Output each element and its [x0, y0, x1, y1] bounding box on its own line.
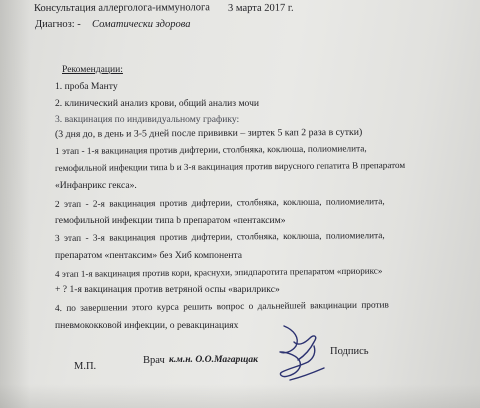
diagnosis-label: Диагноз: -	[35, 19, 81, 30]
stage-1-line-2: гемофильной инфекции типа b и 3-я вакцинация против вирусного гепатита В препаратом	[54, 159, 406, 173]
rec-item-1: 1. проба Манту	[55, 81, 118, 92]
page-shadow-bottom	[0, 384, 480, 408]
consultation-title: Консультация аллерголога-иммунолога	[33, 2, 210, 14]
rec-note: (3 дня до, в день и 3-5 дней после прививки – зиртек 5 кап 2 раза в сутки)	[54, 126, 363, 140]
doctor-label: Врач	[143, 355, 165, 366]
stage-2-line-2: гемофильной инфекции типа b препаратом «пентаксим»	[55, 215, 286, 226]
rec-item-2: 2. клинический анализ крови, общий анализ мочи	[55, 98, 260, 109]
doctor-name: к.м.н. О.О.Магарщак	[169, 354, 258, 365]
signature-label: Подпись	[330, 346, 369, 357]
stage-3-line-2: препаратом «пентаксим» без Хиб компонента	[55, 250, 243, 261]
rec-item-4-line-1: 4. по завершении этого курса решить вопрос о дальнейшей вакцинации против	[54, 300, 389, 314]
consultation-date: 3 марта 2017 г.	[227, 2, 294, 14]
recommendations-title: Рекомендации:	[62, 64, 123, 75]
stage-1-line-3: «Инфанрикс гекса».	[55, 180, 137, 191]
stage-3-line-1: 3 этап - 3-я вакцинация против дифтерии, столбняка, коклюша, полиомиелита,	[54, 231, 385, 244]
stage-1-line-1: 1 этап - 1-я вакцинация против дифтерии, столбняка, коклюша, полиомиелита,	[54, 144, 367, 157]
rec-item-3: 3. вакцинация по индивидуальному графику:	[55, 114, 240, 125]
page-shadow-left	[0, 0, 30, 408]
stamp-label: М.П.	[74, 361, 97, 372]
stage-4-line: 4 этап 1-я вакцинация против кори, краснухи, эпидпаротита препаратом «приорикс»	[54, 265, 383, 279]
handwritten-signature	[270, 322, 328, 384]
stage-4b-line: + ? 1-я вакцинация против ветряной оспы «варилрикс»	[55, 284, 280, 295]
diagnosis-value: Соматически здорова	[92, 19, 191, 30]
stage-2-line-1: 2 этап - 2-я вакцинация против дифтерии, столбняка, коклюша, полиомиелита,	[54, 197, 385, 210]
rec-item-4-line-2: пневмококковой инфекции, о ревакцинациях	[55, 320, 239, 331]
